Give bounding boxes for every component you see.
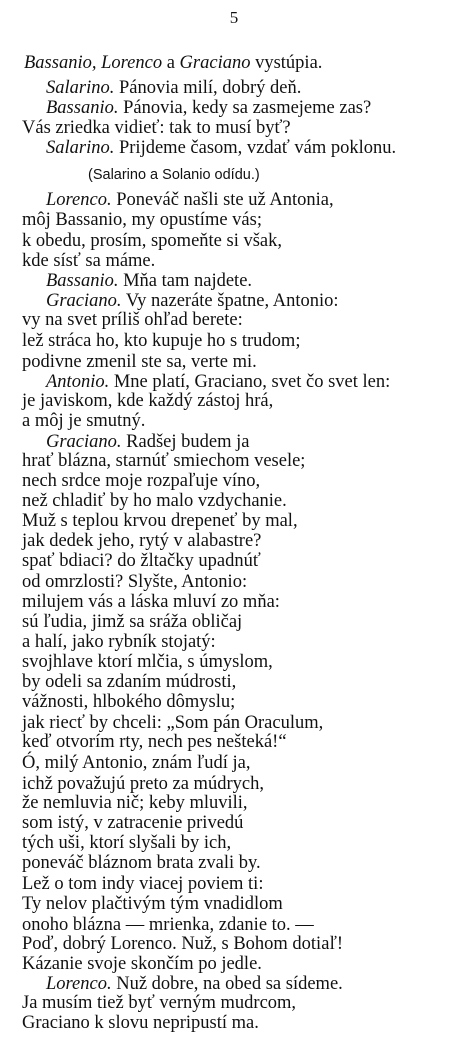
verse-line (22, 652, 273, 673)
verse-line (22, 833, 231, 854)
verse-line (22, 1013, 259, 1034)
speaker-name: Graciano. (46, 291, 122, 311)
line-text: vážnosti, hlbokého dômyslu; (22, 692, 236, 712)
line-text: jak riecť by chceli: „Som pán Oraculum, (22, 713, 324, 733)
verse-line (46, 432, 249, 453)
verse-line (46, 271, 252, 292)
verse-line (22, 934, 343, 955)
verse-line (22, 310, 243, 331)
line-text: sú ľudia, jimž sa sráža obličaj (22, 612, 243, 632)
line-text: lež stráca ho, kto kupuje ho s trudom; (22, 331, 301, 351)
line-text: Radšej budem ja (121, 432, 250, 452)
line-text: keď otvorím rty, nech pes nešteká!“ (22, 732, 287, 752)
line-text: Pánovia, kedy sa zasmejeme zas? (118, 98, 372, 118)
line-text: Poneváč našli ste už Antonia, (111, 190, 334, 210)
line-text: Vás zriedka vidieť: tak to musí byť? (22, 118, 291, 138)
speaker-name: Lorenco. (46, 190, 112, 210)
line-text: by odeli sa zdaním múdrosti, (22, 672, 237, 692)
line-text: nech srdce moje rozpaľuje víno, (22, 471, 261, 491)
verse-line (22, 491, 287, 512)
verse-line (46, 291, 339, 312)
line-text: Ja musím tiež byť verným mudrcom, (22, 993, 297, 1013)
line-text: Ó, milý Antonio, znám ľudí ja, (22, 753, 251, 773)
speaker-name: Antonio. (46, 372, 110, 392)
verse-line (46, 98, 371, 119)
line-text: svojhlave ktorí mlčia, s úmyslom, (22, 652, 273, 672)
line-text: poneváč bláznom brata zvali by. (22, 853, 261, 873)
verse-line (22, 632, 216, 653)
speaker-name: Bassanio. (46, 271, 119, 291)
verse-line (22, 551, 261, 572)
line-text: k obedu, prosím, spomeňte si však, (22, 231, 283, 251)
verse-line (22, 672, 236, 693)
line-text: Kázanie svoje skončím po jedle. (22, 954, 262, 974)
line-text: ichž považujú preto za múdrych, (22, 774, 264, 794)
verse-line (22, 118, 291, 139)
verse-line (46, 372, 390, 393)
verse-line (22, 331, 300, 352)
line-text: že nemluvia nič; keby mluvili, (22, 793, 248, 813)
line-text: Poď, dobrý Lorenco. Nuž, s Bohom dotiaľ! (22, 934, 344, 954)
line-text: môj Bassanio, my opustíme vás; (22, 210, 262, 230)
verse-line (22, 471, 260, 492)
page-number: 5 (229, 8, 239, 27)
line-text: onoho blázna — mrienka, zdanie to. — (22, 915, 314, 935)
line-text: hrať blázna, starnúť smiechom vesele; (22, 451, 306, 471)
line-text: Lež o tom indy viacej poviem ti: (22, 874, 264, 894)
speaker-name: Bassanio, Lorenco (24, 53, 163, 73)
verse-line (22, 231, 282, 252)
speaker-name: Graciano (179, 53, 251, 73)
line-text: Nuž dobre, na obed sa sídeme. (111, 974, 343, 994)
verse-line (46, 974, 343, 995)
verse-line (22, 451, 305, 472)
verse-line (22, 713, 323, 734)
verse-line (22, 592, 280, 613)
verse-line (22, 793, 248, 814)
stage-direction (88, 165, 260, 186)
verse-line (22, 210, 262, 231)
verse-line (22, 692, 235, 713)
line-text: vystúpia. (250, 53, 323, 73)
verse-line (22, 411, 145, 432)
line-text: Ty nelov plačtivým tým vnadidlom (22, 894, 283, 914)
verse-line (22, 753, 250, 774)
line-text: než chladiť by ho malo vzdychanie. (22, 491, 287, 511)
line-text: milujem vás a láska mluví zo mňa: (22, 592, 280, 612)
line-text: Mne platí, Graciano, svet čo svet len: (109, 372, 391, 392)
verse-line (22, 732, 287, 753)
verse-line (22, 531, 261, 552)
verse-line (22, 612, 242, 633)
line-text: som istý, v zatracenie privedú (22, 813, 244, 833)
line-text: Graciano k slovu nepripustí ma. (22, 1013, 259, 1033)
verse-line (22, 915, 314, 936)
line-text: (Salarino a Solanio odídu.) (88, 167, 260, 183)
verse-line (22, 391, 273, 412)
verse-line (46, 138, 396, 159)
line-text: jak dedek jeho, rytý v alabastre? (22, 531, 262, 551)
line-text: od omrzlosti? Slyšte, Antonio: (22, 572, 248, 592)
line-text: Vy nazeráte špatne, Antonio: (121, 291, 339, 311)
speaker-name: Lorenco. (46, 974, 112, 994)
line-text: Muž s teplou krvou drepeneť by mal, (22, 511, 298, 531)
line-text: kde sísť sa máme. (22, 251, 156, 271)
verse-line (22, 352, 257, 373)
verse-line (22, 874, 263, 895)
line-text: vy na svet príliš ohľad berete: (22, 310, 243, 330)
verse-line (46, 78, 301, 99)
verse-line (46, 190, 334, 211)
verse-line (22, 894, 283, 915)
line-text: podivne zmenil ste sa, verte mi. (22, 352, 257, 372)
line-text: Prijdeme časom, vzdať vám poklonu. (114, 138, 397, 158)
verse-line (22, 993, 296, 1014)
verse-line (22, 511, 298, 532)
line-text: tých uši, ktorí slyšali by ich, (22, 833, 232, 853)
speaker-name: Salarino. (46, 78, 115, 98)
line-text: a (162, 53, 180, 73)
verse-line (22, 251, 155, 272)
line-text: Mňa tam najdete. (118, 271, 253, 291)
verse-line (24, 53, 322, 74)
line-text: je javiskom, kde každý zástoj hrá, (22, 391, 274, 411)
line-text: Pánovia milí, dobrý deň. (114, 78, 302, 98)
verse-line (22, 954, 262, 975)
verse-line (22, 774, 264, 795)
line-text: spať bdiaci? do žltačky upadnúť (22, 551, 261, 571)
speaker-name: Bassanio. (46, 98, 119, 118)
speaker-name: Graciano. (46, 432, 122, 452)
verse-line (22, 853, 261, 874)
speaker-name: Salarino. (46, 138, 115, 158)
line-text: a môj je smutný. (22, 411, 146, 431)
verse-line (22, 572, 247, 593)
line-text: a halí, jako rybník stojatý: (22, 632, 216, 652)
verse-line (22, 813, 243, 834)
